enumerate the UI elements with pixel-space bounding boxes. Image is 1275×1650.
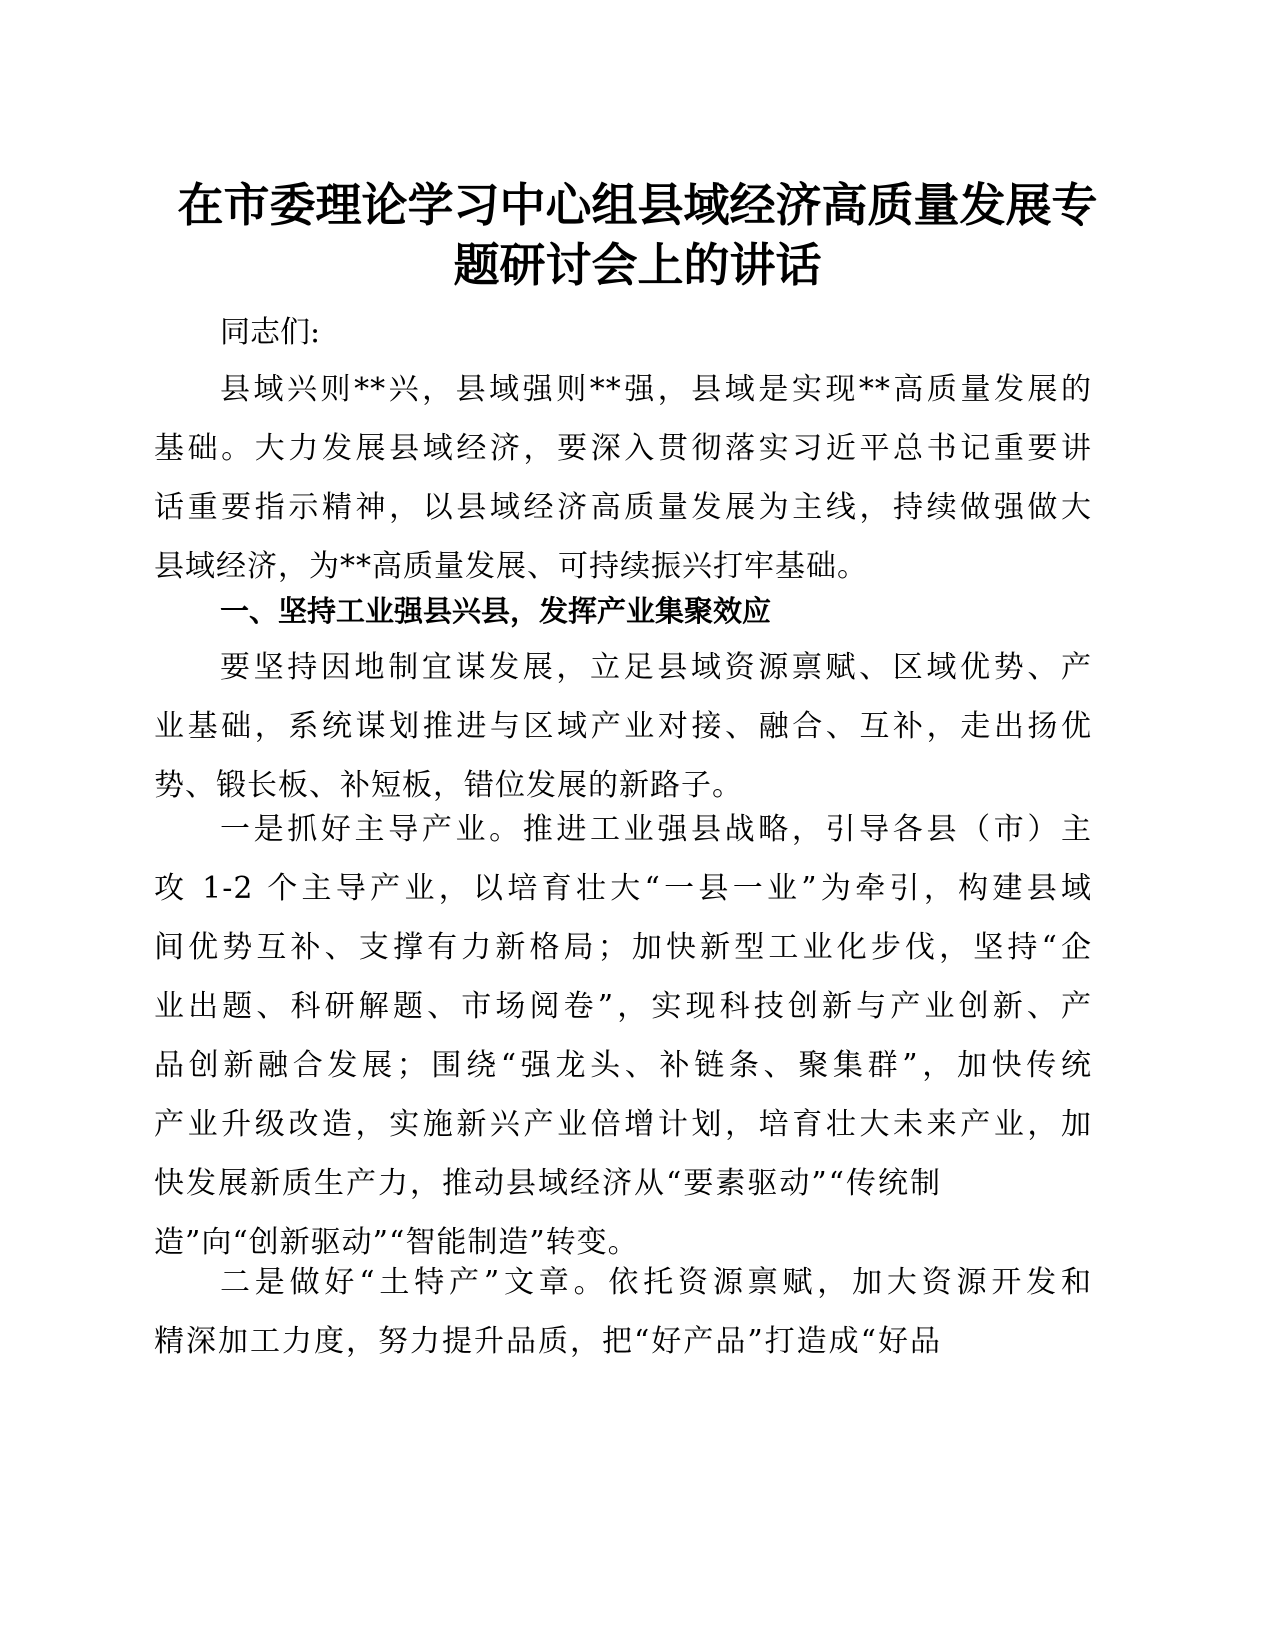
section1-intro-paragraph bbox=[154, 638, 1092, 815]
title-line: 在市委理论学习中心组县域经济高质量发展专 bbox=[177, 178, 1098, 232]
point2-paragraph bbox=[154, 1253, 1092, 1371]
paragraph-line: 县域兴则**兴，县域强则**强，县域是实现**高质量发展的 bbox=[220, 372, 1092, 407]
paragraph-line: 间优势互补、支撑有力新格局；加快新型工业化步伐，坚持“企 bbox=[154, 930, 1092, 965]
point1-paragraph bbox=[154, 800, 1092, 1272]
paragraph-line: 品创新融合发展；围绕“强龙头、补链条、聚集群”，加快传统 bbox=[154, 1048, 1092, 1083]
paragraph-line: 基础。大力发展县域经济，要深入贯彻落实习近平总书记重要讲 bbox=[154, 431, 1092, 466]
intro-paragraph bbox=[154, 360, 1092, 596]
paragraph-line: 快发展新质生产力，推动县域经济从“要素驱动”“传统制 bbox=[154, 1166, 943, 1201]
paragraph-line: 话重要指示精神，以县域经济高质量发展为主线，持续做强做大 bbox=[154, 490, 1092, 525]
paragraph-line: 一是抓好主导产业。推进工业强县战略，引导各县（市）主 bbox=[220, 812, 1092, 847]
paragraph-line: 业出题、科研解题、市场阅卷”，实现科技创新与产业创新、产 bbox=[154, 989, 1092, 1024]
document-title bbox=[150, 175, 1125, 295]
paragraph-line: 造”向“创新驱动”“智能制造”转变。 bbox=[154, 1225, 639, 1260]
greeting: 同志们: bbox=[220, 315, 321, 350]
section-heading-1: 一、坚持工业强县兴县，发挥产业集聚效应 bbox=[220, 594, 772, 628]
paragraph-line: 要坚持因地制宜谋发展，立足县域资源禀赋、区域优势、产 bbox=[220, 650, 1092, 685]
paragraph-line: 攻 1-2 个主导产业，以培育壮大“一县一业”为牵引，构建县域 bbox=[154, 871, 1092, 906]
paragraph-line: 县域经济，为**高质量发展、可持续振兴打牢基础。 bbox=[154, 549, 868, 584]
paragraph-line: 业基础，系统谋划推进与区域产业对接、融合、互补，走出扬优 bbox=[154, 709, 1092, 744]
title-line: 题研讨会上的讲话 bbox=[453, 238, 822, 292]
paragraph-line: 精深加工力度，努力提升品质，把“好产品”打造成“好品 bbox=[154, 1324, 943, 1359]
paragraph-line: 产业升级改造，实施新兴产业倍增计划，培育壮大未来产业，加 bbox=[154, 1107, 1092, 1142]
paragraph-line: 势、锻长板、补短板，错位发展的新路子。 bbox=[154, 768, 743, 803]
paragraph-line: 二是做好“土特产”文章。依托资源禀赋，加大资源开发和 bbox=[220, 1265, 1092, 1300]
